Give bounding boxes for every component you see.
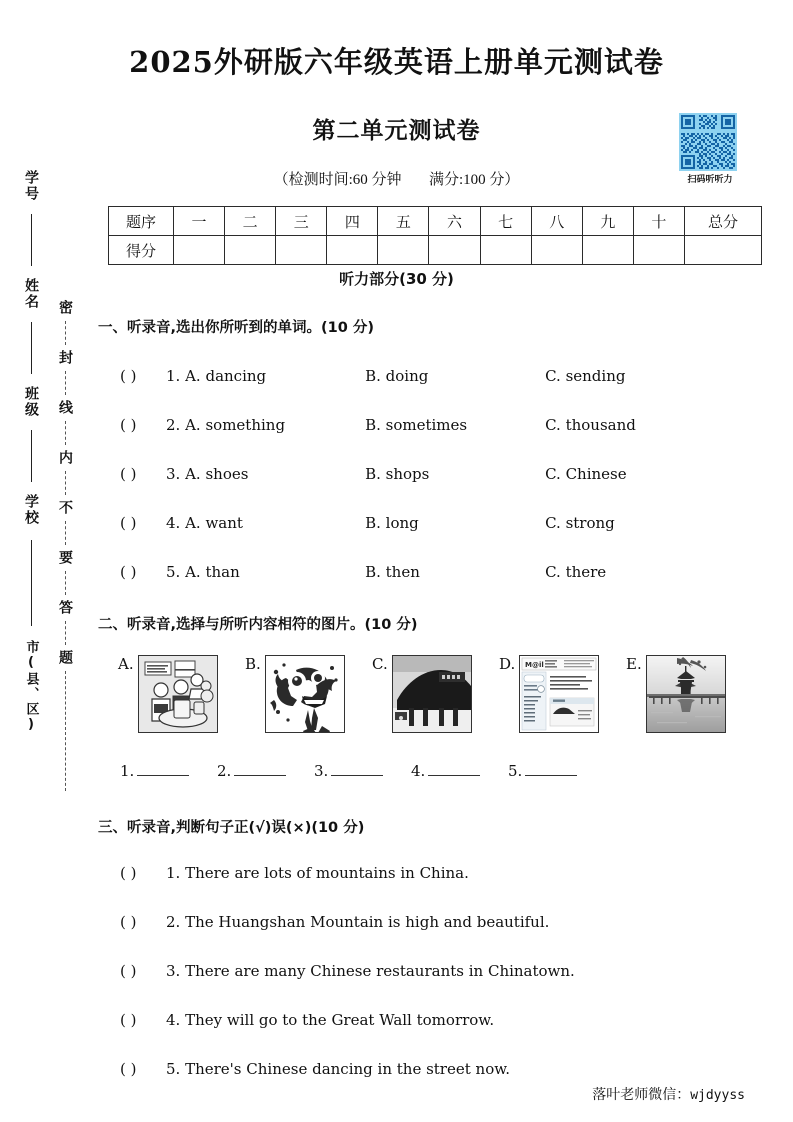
option-a[interactable]: A. shoes	[185, 465, 249, 483]
option-c[interactable]: C. Chinese	[545, 465, 627, 483]
section1-item-1[interactable]	[120, 367, 770, 385]
seal-char-nei: 内	[57, 450, 73, 466]
blank-line-2[interactable]	[234, 762, 286, 776]
lion-dance-image	[266, 656, 344, 732]
seal-char-mi: 密	[57, 300, 73, 316]
option-c[interactable]: C. strong	[545, 514, 615, 532]
option-b[interactable]: B. doing	[365, 367, 429, 385]
section1-item-3[interactable]	[120, 465, 770, 483]
footer-wechat-id: wjdyyss	[690, 1088, 745, 1103]
answer-paren[interactable]: ( )	[120, 563, 137, 581]
exam-info-line	[0, 168, 793, 189]
seal-dash-6	[65, 571, 66, 595]
seal-label-class: 班级	[23, 386, 39, 418]
statement-text: They will go to the Great Wall tomorrow.	[185, 1011, 495, 1029]
section3-item-4[interactable]	[120, 1011, 494, 1029]
picture-option-c[interactable]	[372, 655, 472, 733]
score-col-9: 九	[582, 207, 633, 236]
score-col-5: 五	[378, 207, 429, 236]
option-a[interactable]: A. something	[185, 416, 286, 434]
email-webpage-image	[520, 656, 598, 732]
score-col-1: 一	[174, 207, 225, 236]
seal-dash-2	[65, 371, 66, 395]
seal-rule-4	[31, 540, 32, 626]
lakeside-pavilion-picture[interactable]	[646, 655, 726, 733]
score-cell-1[interactable]	[174, 236, 225, 265]
score-cell-total[interactable]	[685, 236, 762, 265]
answer-paren[interactable]: ( )	[120, 514, 137, 532]
section1-heading: 一、听录音,选出你所听到的单词。(10 分)	[98, 320, 374, 336]
section1-item-5[interactable]	[120, 563, 770, 581]
score-cell-8[interactable]	[531, 236, 582, 265]
blank-number-3: 3.	[314, 762, 329, 780]
option-a[interactable]: A. than	[185, 563, 240, 581]
score-cell-6[interactable]	[429, 236, 480, 265]
svg-text:M@il: M@il	[525, 661, 545, 669]
seal-dash-7	[65, 621, 66, 645]
dark-landscape-image	[393, 656, 471, 732]
score-cell-5[interactable]	[378, 236, 429, 265]
blank-number-1: 1.	[120, 762, 135, 780]
score-col-2: 二	[225, 207, 276, 236]
seal-char-da: 答	[57, 600, 73, 616]
seal-char-ti: 题	[57, 650, 73, 666]
item-number: 4.	[166, 1011, 181, 1029]
section3-heading: 三、听录音,判断句子正(√)误(×)(10 分)	[98, 820, 365, 836]
seal-label-city-district: 市(县、区)	[23, 640, 39, 734]
blank-number-2: 2.	[217, 762, 232, 780]
item-number: 1.	[166, 864, 181, 882]
option-b[interactable]: B. then	[365, 563, 420, 581]
item-number: 3.	[166, 962, 181, 980]
score-cell-2[interactable]	[225, 236, 276, 265]
dark-landscape-picture[interactable]	[392, 655, 472, 733]
seal-dash-5	[65, 521, 66, 545]
seal-rule-1	[31, 214, 32, 266]
option-c[interactable]: C. thousand	[545, 416, 636, 434]
blank-number-4: 4.	[411, 762, 426, 780]
blank-line-1[interactable]	[137, 762, 189, 776]
answer-paren[interactable]: ( )	[120, 864, 137, 882]
answer-paren[interactable]: ( )	[120, 416, 137, 434]
item-number: 1.	[166, 367, 181, 385]
picture-label-b: B.	[245, 655, 261, 673]
email-webpage-picture[interactable]	[519, 655, 599, 733]
blank-2[interactable]	[217, 762, 286, 780]
blank-number-5: 5.	[508, 762, 523, 780]
picture-option-d[interactable]	[499, 655, 599, 733]
section2-heading: 二、听录音,选择与所听内容相符的图片。(10 分)	[98, 617, 418, 633]
score-table-label-question: 题序	[109, 207, 174, 236]
score-table-value-row	[109, 236, 762, 265]
picture-label-e: E.	[626, 655, 642, 673]
seal-label-school: 学校	[23, 494, 39, 526]
blank-line-4[interactable]	[428, 762, 480, 776]
seal-rule-2	[31, 322, 32, 374]
picture-option-b[interactable]	[245, 655, 345, 733]
option-b[interactable]: B. sometimes	[365, 416, 468, 434]
section2-picture-row	[118, 655, 768, 747]
page-title: 2025外研版六年级英语上册单元测试卷	[129, 45, 664, 79]
section3-item-3[interactable]	[120, 962, 575, 980]
section1-item-2[interactable]	[120, 416, 770, 434]
item-number: 4.	[166, 514, 181, 532]
seal-char-bu: 不	[57, 500, 73, 516]
answer-paren[interactable]: ( )	[120, 465, 137, 483]
answer-paren[interactable]: ( )	[120, 913, 137, 931]
blank-line-3[interactable]	[331, 762, 383, 776]
score-col-3: 三	[276, 207, 327, 236]
item-number: 2.	[166, 416, 181, 434]
score-col-10: 十	[633, 207, 684, 236]
score-cell-9[interactable]	[582, 236, 633, 265]
answer-paren[interactable]: ( )	[120, 962, 137, 980]
picture-label-c: C.	[372, 655, 388, 673]
picture-option-e[interactable]	[626, 655, 726, 733]
qr-code-icon[interactable]	[679, 113, 737, 171]
score-col-7: 七	[480, 207, 531, 236]
item-number: 3.	[166, 465, 181, 483]
item-number: 2.	[166, 913, 181, 931]
score-table	[108, 206, 762, 265]
statement-text: There are many Chinese restaurants in Chinatown.	[185, 962, 575, 980]
seal-rule-3	[31, 430, 32, 482]
option-a[interactable]: A. dancing	[185, 367, 267, 385]
footer-label: 落叶老师微信：	[592, 1087, 691, 1103]
picture-label-d: D.	[499, 655, 516, 673]
score-col-total: 总分	[685, 207, 762, 236]
seal-margin-outer	[14, 170, 48, 1060]
family-at-table-picture[interactable]	[138, 655, 218, 733]
score-cell-10[interactable]	[633, 236, 684, 265]
exam-full-score: 满分:100 分）	[429, 172, 520, 188]
seal-char-yao: 要	[57, 550, 73, 566]
section3-item-2[interactable]	[120, 913, 549, 931]
score-col-8: 八	[531, 207, 582, 236]
answer-paren[interactable]: ( )	[120, 367, 137, 385]
seal-dash-4	[65, 471, 66, 495]
picture-label-a: A.	[118, 655, 134, 673]
statement-text: There are lots of mountains in China.	[185, 864, 469, 882]
lakeside-pavilion-image	[647, 656, 725, 732]
blank-5[interactable]	[508, 762, 577, 780]
score-cell-3[interactable]	[276, 236, 327, 265]
seal-dash-3	[65, 421, 66, 445]
seal-margin-inner	[50, 300, 80, 830]
option-c[interactable]: C. there	[545, 563, 607, 581]
qr-code-block[interactable]	[679, 113, 741, 185]
answer-paren[interactable]: ( )	[120, 1011, 137, 1029]
page-subtitle: 第二单元测试卷	[312, 118, 481, 144]
seal-char-feng: 封	[57, 350, 73, 366]
score-cell-4[interactable]	[327, 236, 378, 265]
option-c[interactable]: C. sending	[545, 367, 626, 385]
seal-dash-1	[65, 321, 66, 345]
answer-paren[interactable]: ( )	[120, 1060, 137, 1078]
listening-part-heading: 听力部分(30 分)	[339, 270, 454, 288]
item-number: 5.	[166, 1060, 181, 1078]
statement-text: The Huangshan Mountain is high and beautiful.	[185, 913, 550, 931]
family-at-table-image	[139, 656, 217, 732]
lion-dance-picture[interactable]	[265, 655, 345, 733]
blank-1[interactable]	[120, 762, 189, 780]
score-cell-7[interactable]	[480, 236, 531, 265]
score-table-header-row	[109, 207, 762, 236]
option-b[interactable]: B. long	[365, 514, 419, 532]
blank-4[interactable]	[411, 762, 480, 780]
exam-duration: （检测时间:60 分钟	[273, 172, 402, 188]
blank-3[interactable]	[314, 762, 383, 780]
seal-dash-8	[65, 671, 66, 791]
score-col-6: 六	[429, 207, 480, 236]
section3-item-5[interactable]	[120, 1060, 510, 1078]
score-col-4: 四	[327, 207, 378, 236]
section3-item-1[interactable]	[120, 864, 469, 882]
seal-label-student-id: 学号	[23, 170, 39, 202]
seal-label-name: 姓名	[23, 278, 39, 310]
blank-line-5[interactable]	[525, 762, 577, 776]
item-number: 5.	[166, 563, 181, 581]
score-table-label-score: 得分	[109, 236, 174, 265]
statement-text: There's Chinese dancing in the street now.	[185, 1060, 511, 1078]
footer-credit	[592, 1084, 745, 1104]
option-b[interactable]: B. shops	[365, 465, 430, 483]
option-a[interactable]: A. want	[185, 514, 243, 532]
qr-caption: 扫码听听力	[687, 175, 733, 185]
seal-char-xian: 线	[57, 400, 73, 416]
section1-item-4[interactable]	[120, 514, 770, 532]
picture-option-a[interactable]	[118, 655, 218, 733]
